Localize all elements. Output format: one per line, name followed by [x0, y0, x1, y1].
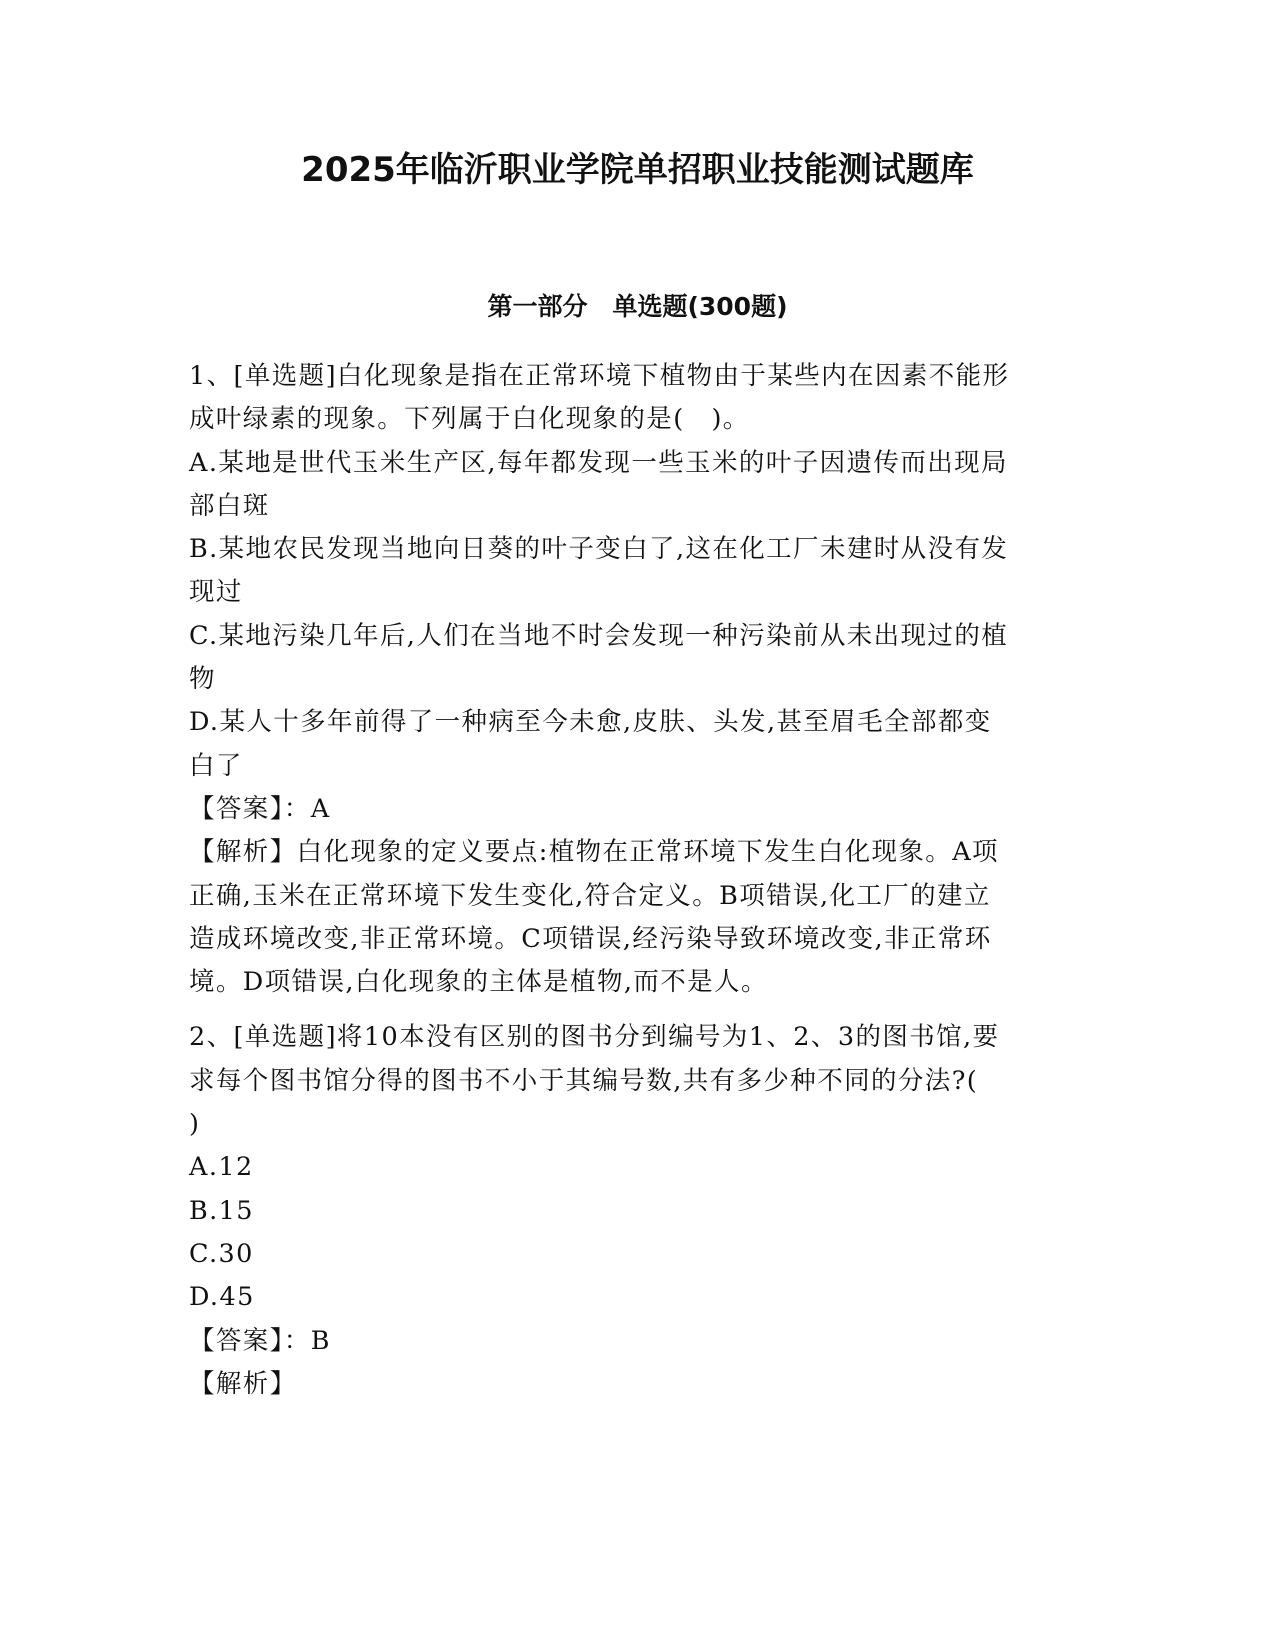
option-b-line: B.15 — [189, 1195, 254, 1226]
analysis-line: 造成环境改变,非正常环境。C项错误,经污染导致环境改变,非正常环 — [189, 923, 992, 954]
question-list — [189, 355, 1084, 1406]
option-d-line: 白了 — [189, 750, 243, 781]
question-stem-line: 1、[单选题]白化现象是指在正常环境下植物由于某些内在因素不能形 — [189, 361, 1010, 391]
option-d-line: D.某人十多年前得了一种病至今未愈,皮肤、头发,甚至眉毛全部都变 — [189, 707, 992, 738]
question-2 — [189, 1016, 1084, 1406]
option-a-line: A.某地是世代玉米生产区,每年都发现一些玉米的叶子因遗传而出现局 — [189, 447, 1008, 478]
option-d-line: D.45 — [189, 1282, 255, 1313]
section-title: 第一部分 单选题(300题) — [487, 292, 788, 321]
question-stem-line: ) — [189, 1109, 201, 1140]
document-title: 2025年临沂职业学院单招职业技能测试题库 — [301, 150, 974, 190]
question-stem-line: 求每个图书馆分得的图书不小于其编号数,共有多少种不同的分法?( — [189, 1065, 979, 1096]
question-stem-line: 成叶绿素的现象。下列属于白化现象的是( )。 — [189, 404, 750, 435]
answer-line: 【答案】：B — [189, 1325, 331, 1356]
option-a-line: 部白斑 — [189, 490, 270, 521]
analysis-line: 正确,玉米在正常环境下发生变化,符合定义。B项错误,化工厂的建立 — [189, 880, 991, 911]
analysis-line: 【解析】白化现象的定义要点:植物在正常环境下发生白化现象。A项 — [189, 837, 999, 868]
analysis-line: 【解析】 — [189, 1368, 297, 1399]
answer-line: 【答案】：A — [189, 793, 331, 824]
option-c-line: C.30 — [189, 1238, 254, 1269]
question-spacer — [189, 1004, 1084, 1016]
question-1 — [189, 355, 1084, 1004]
option-a-line: A.12 — [189, 1152, 254, 1183]
option-b-line: B.某地农民发现当地向日葵的叶子变白了,这在化工厂未建时从没有发 — [189, 534, 1009, 565]
option-c-line: C.某地污染几年后,人们在当地不时会发现一种污染前从未出现过的植 — [189, 620, 1009, 651]
question-stem-line: 2、[单选题]将10本没有区别的图书分到编号为1、2、3的图书馆,要 — [189, 1022, 1000, 1053]
option-b-line: 现过 — [189, 577, 243, 608]
option-c-line: 物 — [189, 664, 216, 695]
analysis-line: 境。D项错误,白化现象的主体是植物,而不是人。 — [189, 967, 768, 998]
